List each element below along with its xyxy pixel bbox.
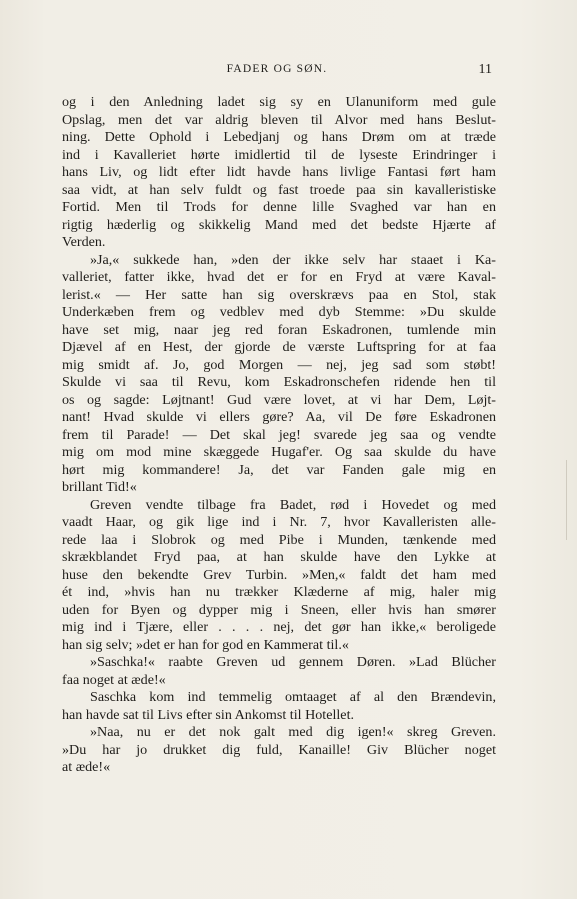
- text-line: skrækblandet Fryd paa, at han skulde have den Lykke at: [62, 549, 496, 565]
- text-line: frem til Parade! — Det skal jeg! svarede jeg saa og vendte: [62, 426, 496, 443]
- text-line: mig ind i Tjære, eller . . . . nej, det gør han ikke,« beroligede: [62, 619, 496, 635]
- text-line: at æde!«: [62, 759, 111, 775]
- running-header: [62, 63, 492, 81]
- text-line: Saschka kom ind temmelig omtaaget af al den Brændevin,: [90, 689, 496, 705]
- text-line: mig smidt af. Jo, god Morgen — nej, jeg sad som støbt!: [62, 356, 496, 373]
- text-line: have set mig, naar jeg red foran Eskadronen, tumlende min: [62, 321, 496, 338]
- text-line: Fortid. Men til Trods for denne lille Svaghed var han en: [62, 199, 496, 215]
- text-line: nant! Hvad skulde vi ellers gøre? Aa, vil De føre Eskadronen: [62, 409, 496, 425]
- text-line: rigtig hæderlig og skikkelig Mand med det bedste Hjærte af: [62, 216, 496, 233]
- text-line: han havde sat til Livs efter sin Ankomst til Hotellet.: [62, 706, 355, 723]
- text-line: Opslag, men det var aldrig bleven til Alvor med hans Beslut-: [62, 111, 496, 128]
- text-line: hans Liv, og lidt efter lidt havde hans livlige Fantasi ført ham: [62, 164, 496, 180]
- text-line: vaadt Haar, og gik lige ind i Nr. 7, hvor Kavalleristen alle-: [62, 514, 496, 530]
- text-line: mig om mod mine skæggede Hugaf'er. Og saa skulde du have: [62, 444, 496, 460]
- text-line: og i den Anledning ladet sig sy en Ulanuniform med gule: [62, 94, 496, 110]
- text-line: Verden.: [62, 234, 106, 250]
- text-line: ning. Dette Ophold i Lebedjanj og hans Drøm om at træde: [62, 129, 496, 145]
- chapter-title: FADER OG SØN.: [226, 63, 328, 75]
- text-line: rede laa i Slobrok og med Pibe i Munden, tænkende med: [62, 531, 496, 548]
- text-line: ét ind, »hvis han nu trækker Klæderne af mig, haler mig: [62, 584, 496, 600]
- text-line: saa vidt, at han selv fuldt og fast troede paa sin kavalleristiske: [62, 181, 496, 198]
- text-line: brillant Tid!«: [62, 479, 137, 495]
- text-line: faa noget at æde!«: [62, 671, 166, 688]
- text-line: os og sagde: Løjtnant! Gud være lovet, at vi har Dem, Løjt-: [62, 391, 496, 408]
- text-line: »Du har jo drukket dig fuld, Kanaille! Giv Blücher noget: [62, 741, 496, 758]
- text-line: han sig selv; »det er han for god en Kammerat til.«: [62, 636, 349, 653]
- text-line: uden for Byen og dypper mig i Sneen, eller hvis han smører: [62, 601, 496, 618]
- text-line: ind i Kavalleriet hørte imidlertid til de lyseste Erindringer i: [62, 146, 496, 163]
- text-line: »Saschka!« raabte Greven ud gennem Døren. »Lad Blücher: [90, 654, 496, 670]
- text-line: hørt mig kommandere! Ja, det var Fanden gale mig en: [62, 461, 496, 478]
- text-line: huse den bekendte Grev Turbin. »Men,« faldt det ham med: [62, 566, 496, 583]
- text-line: »Naa, nu er det nok galt med dig igen!« skreg Greven.: [90, 724, 496, 740]
- page-edge-mark: [566, 460, 573, 540]
- text-line: valleriet, fatter ikke, hvad det er for en Fryd at være Kaval-: [62, 269, 496, 285]
- text-line: Underkæben frem og vedblev med dyb Stemme: »Du skulde: [62, 304, 496, 320]
- body-text: [62, 94, 496, 777]
- text-line: lerist.« — Her satte han sig overskrævs paa en Stol, stak: [62, 286, 496, 303]
- text-line: Greven vendte tilbage fra Badet, rød i Hovedet og med: [90, 496, 496, 513]
- page-number: 11: [478, 62, 492, 77]
- text-line: Skulde vi saa til Revu, kom Eskadronschefen ridende hen til: [62, 374, 496, 390]
- text-line: »Ja,« sukkede han, »den der ikke selv har staaet i Ka-: [90, 251, 496, 268]
- text-line: Djævel af en Hest, der gjorde de værste Luftspring for at faa: [62, 339, 496, 355]
